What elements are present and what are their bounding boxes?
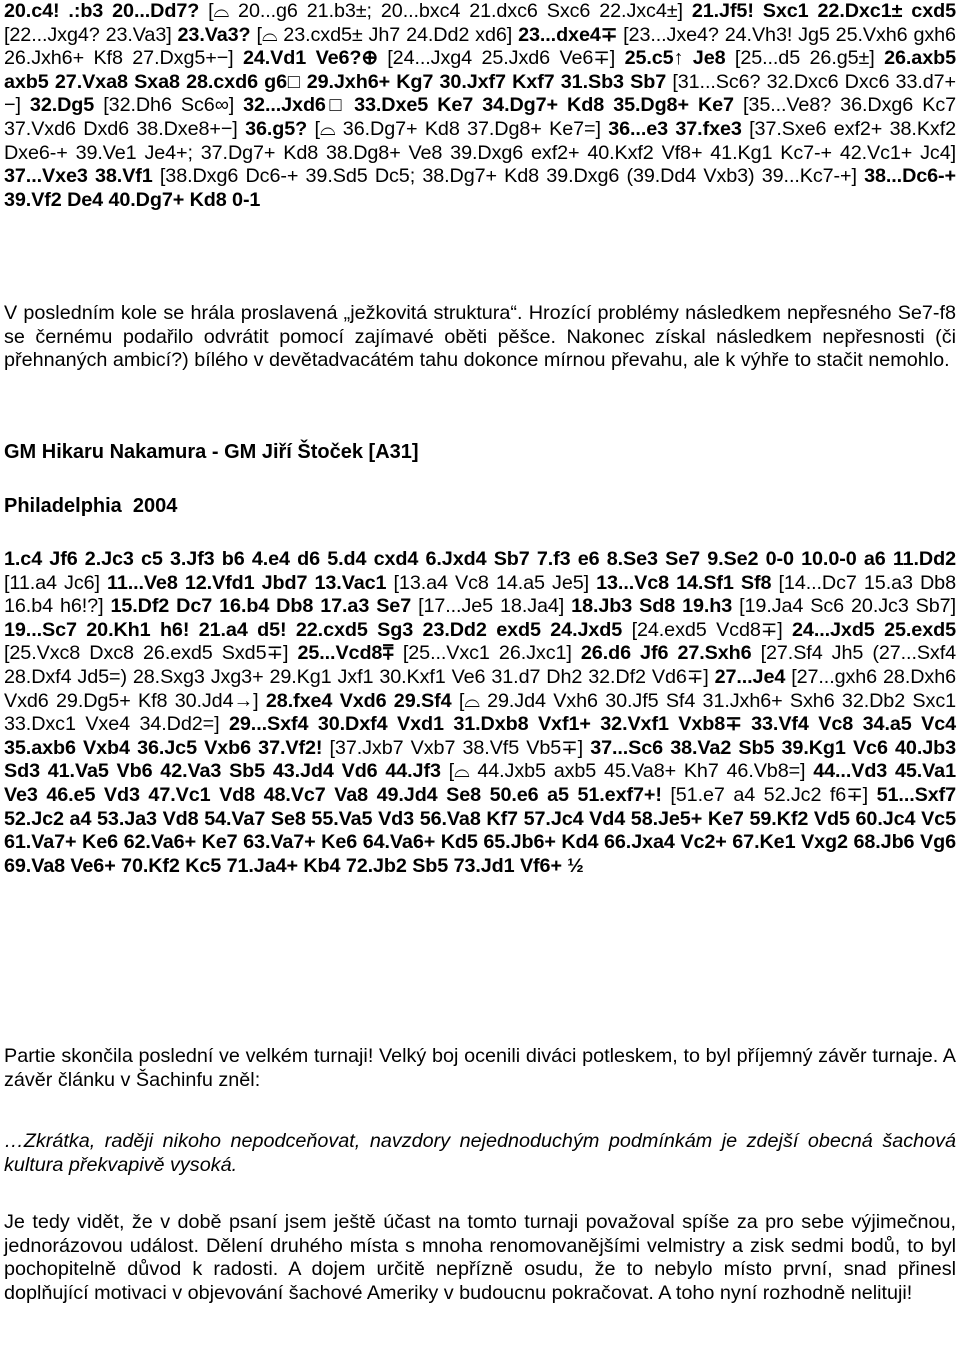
main-line-moves: 37...Sc6 38.Va2 Sb5 39.Kg1 Vc6 40.Jb3 Sd3 41.Va5 Vb6 42.Va3 Sb5 43.Jd4 Vd6 44.Jf3 — [4, 736, 957, 783]
variation-moves: [14...Dc7 15.a3 Db8 16.b4 h6!?] — [4, 571, 956, 618]
main-line-moves: 24.Vd1 Ve6?⊕ — [242, 47, 388, 70]
commentary-paragraph-2: Partie skončila poslední ve velkém turnaji! Velký boj ocenili diváci potleskem, to byl příjemný závěr turnaje. A závěr článku v Šachinfu zněl: — [4, 1045, 956, 1091]
main-line-moves: 32.Dg5 — [29, 94, 104, 117]
variation-moves: [37.Sxe6 exf2+ 38.Kxf2 Dxe6-+ 39.Ve1 Je4+; 37.Dg7+ Kd8 38.Dg8+ Ve8 39.Dxg6 exf2+ 40.Kxf2 Vf8+ 41.Kg1 Kc7-+ 42.Vc1+ Jc4] — [4, 117, 956, 164]
commentary-paragraph-3: Je tedy vidět, že v době psaní jsem ještě účast na tomto turnaji považoval spíše za pro sebe výjimečnou, jednorázovou událost. Dělení druhého místa s mnoha renomovanějšími velmistry a zisk sedmi bodů, to byl pochopitelně důvod k radosti. A dojem určitě nepřízně osudu, že to nebylo místo první, snad přinesl doplňující motivaci v objevování šachové Ameriky v budoucnu pokračovat. A toho nyní rozhodně nelituji! — [4, 1211, 956, 1304]
variation-moves: [24.exd5 Vcd8∓] — [631, 618, 793, 641]
main-line-moves: 15.Df2 Dc7 16.b4 Db8 17.a3 Se7 — [110, 595, 419, 618]
variation-moves: [17...Je5 18.Ja4] — [418, 595, 572, 618]
main-line-moves: 36.g5? — [245, 117, 315, 140]
variation-moves: [⌓ 29.Jd4 Vxh6 30.Jf5 Sf4 31.Jxh6+ Sxh6 32.Db2 Sxc1 33.Dxc1 Vxe4 34.Dd2=] — [4, 689, 957, 736]
game2-moves — [4, 548, 956, 878]
variation-moves: [25.Vxc8 Dxc8 26.exd5 Sxd5∓] — [4, 642, 298, 665]
main-line-moves: 20.c4! .:b3 — [4, 0, 113, 22]
main-line-moves: 23.Va3? — [177, 23, 257, 46]
main-line-moves: 29...Sxf4 30.Dxf4 Vxd1 31.Dxb8 Vxf1+ 32.Vxf1 Vxb8∓ 33.Vf4 Vc8 34.a5 Vc4 35.axb6 Vxb4 36.Jc5 Vxb6 37.Vf2! — [4, 713, 957, 759]
game-event-heading: Philadelphia 2004 — [4, 495, 178, 517]
variation-moves: [32.Dh6 Sc6∞] — [103, 94, 244, 117]
main-line-moves: 26.d6 Jf6 27.Sxh6 — [580, 642, 761, 665]
main-line-moves: 26.axb5 axb5 27.Vxa8 Sxa8 28.cxd6 g6□ 29.Jxh6+ Kg7 30.Jxf7 Kxf7 31.Sb3 Sb7 — [4, 47, 956, 93]
main-line-moves: 23...dxe4∓ — [518, 23, 624, 46]
variation-moves: [22...Jxg4? 23.Va3] — [4, 23, 178, 46]
variation-moves: [⌓ 44.Jxb5 axb5 45.Va8+ Kh7 46.Vb8=] — [448, 760, 814, 783]
main-line-moves: 51...Sxf7 52.Jc2 a4 53.Ja3 Vd8 54.Va7 Se8 55.Va5 Vd3 56.Va8 Kf7 57.Jc4 Vd4 58.Je5+ Ke7 59.Kf2 Vd5 60.Jc4 Vc5 61.Va7+ Ke6 62.Va6+ Ke7 63.Va7+ Ke6 64.Va6+ Kd5 65.Jb6+ Kd4 66.Jxa4 Vc2+ 67.Ke1 Vxg2 68.Jb6 Vg6 69.Va8 Ve6+ 70.Kf2 Kc5 71.Ja4+ Kb4 72.Jb2 Sb5 73.Jd1 Vf6+ ½ — [4, 783, 956, 877]
variation-moves: [38.Dxg6 Dc6-+ 39.Sd5 Dc5; 38.Dg7+ Kd8 39.Dxg6 (39.Dd4 Vxb3) 39...Kc7-+] — [159, 165, 865, 188]
quote-paragraph: …Zkrátka, raději nikoho nepodceňovat, navzdory nejednoduchým podmínkám je zdejší obecná šachová kultura překvapivě vysoká. — [4, 1130, 956, 1176]
variation-moves: [31...Sc6? 32.Dxc6 Dxc6 33.d7+−] — [4, 70, 957, 117]
main-line-moves: 28.fxe4 Vxd6 29.Sf4 — [265, 689, 459, 712]
main-line-moves: 36...e3 37.fxe3 — [608, 117, 750, 140]
game1-moves — [4, 0, 956, 212]
variation-moves: [11.a4 Jc6] — [4, 571, 108, 594]
main-line-moves: 13...Vc8 14.Sf1 Sf8 — [596, 571, 779, 594]
variation-moves: [27.Sf4 Jh5 (27...Sxf4 28.Dxf4 Jd5=) 28.Sxg3 Jxg3+ 29.Kg1 Jxf1 30.Kxf1 Ve6 31.d7 Dh2 32.Df2 Vd6∓] — [4, 642, 957, 688]
variation-moves: [23...Jxe4? 24.Vh3! Jg5 25.Vxh6 gxh6 26.Jxh6+ Kf8 27.Dxg5+−] — [4, 23, 956, 70]
variation-moves: [35...Ve8? 36.Dxg6 Kc7 37.Vxd6 Dxd6 38.Dxe8+−] — [4, 94, 957, 140]
main-line-moves: 1.c4 Jf6 2.Jc3 c5 3.Jf3 b6 4.e4 d6 5.d4 cxd4 6.Jxd4 Sb7 7.f3 e6 8.Se3 Se7 9.Se2 0-0 10.0-0 a6 11.Dd2 — [4, 548, 956, 570]
main-line-moves: 25...Vcd8⩱ — [297, 642, 403, 665]
variation-moves: [27...gxh6 28.Dxh6 Vxd6 29.Dg5+ Kf8 30.Jd4→] — [4, 665, 956, 712]
main-line-moves: 27...Je4 — [714, 665, 792, 688]
variation-moves: [⌓ 20...g6 21.b3±; 20...bxc4 21.dxc6 Sxc6 22.Jxc4±] — [208, 0, 692, 22]
variation-moves: [⌓ 23.cxd5± Jh7 24.Dd2 xd6] — [256, 23, 519, 46]
main-line-moves: 25.c5↑ Je8 — [624, 47, 735, 70]
variation-moves: [24...Jxg4 25.Jxd6 Ve6∓] — [387, 47, 625, 70]
main-line-moves: 38...Dc6-+ 39.Vf2 De4 40.Dg7+ Kd8 0-1 — [4, 165, 956, 211]
commentary-paragraph-1: V posledním kole se hrála proslavená „ježkovitá struktura“. Hrozící problémy následkem nepřesného Se7-f8 se černému podařilo odvrátit pomocí zajímavé oběti pěšce. Nakonec získal následkem nepřesnosti (či přehnaných ambicí?) bílého v devětadvacátém tahu dokonce mírnou převahu, ale k výhře to stačit nemohlo. — [4, 302, 956, 372]
game-players-heading: GM Hikaru Nakamura - GM Jiří Štoček [A31] — [4, 441, 419, 463]
main-line-moves: 18.Jb3 Sd8 19.h3 — [571, 595, 740, 618]
variation-moves: [37.Jxb7 Vxb7 38.Vf5 Vb5∓] — [329, 736, 591, 759]
main-line-moves: 37...Vxe3 38.Vf1 — [4, 165, 160, 188]
variation-moves: [25...Vxc1 26.Jxc1] — [402, 642, 581, 665]
variation-moves: [25...d5 26.g5±] — [734, 47, 885, 70]
main-line-moves: 19...Sc7 20.Kh1 h6! 21.a4 d5! 22.cxd5 Sg3 23.Dd2 exd5 24.Jxd5 — [4, 618, 632, 641]
main-line-moves: 32...Jxd6□ 33.Dxe5 Ke7 34.Dg7+ Kd8 35.Dg8+ Ke7 — [243, 94, 744, 117]
variation-moves: [13.a4 Vc8 14.a5 Je5] — [393, 571, 597, 594]
variation-moves: [⌓ 36.Dg7+ Kd8 37.Dg8+ Ke7=] — [314, 117, 609, 140]
main-line-moves: 20...Dd7? — [112, 0, 209, 22]
main-line-moves: 44...Vd3 45.Va1 Ve3 46.e5 Vd3 47.Vc1 Vd8 48.Vc7 Va8 49.Jd4 Se8 50.e6 a5 51.exf7+! — [4, 760, 956, 806]
variation-moves: [51.e7 a4 52.Jc2 f6∓] — [670, 783, 877, 806]
main-line-moves: 24...Jxd5 25.exd5 — [792, 618, 956, 641]
main-line-moves: 21.Jf5! Sxc1 22.Dxc1± cxd5 — [691, 0, 956, 22]
main-line-moves: 11...Ve8 12.Vfd1 Jbd7 13.Vac1 — [107, 571, 394, 594]
variation-moves: [19.Ja4 Sc6 20.Jc3 Sb7] — [739, 595, 956, 618]
